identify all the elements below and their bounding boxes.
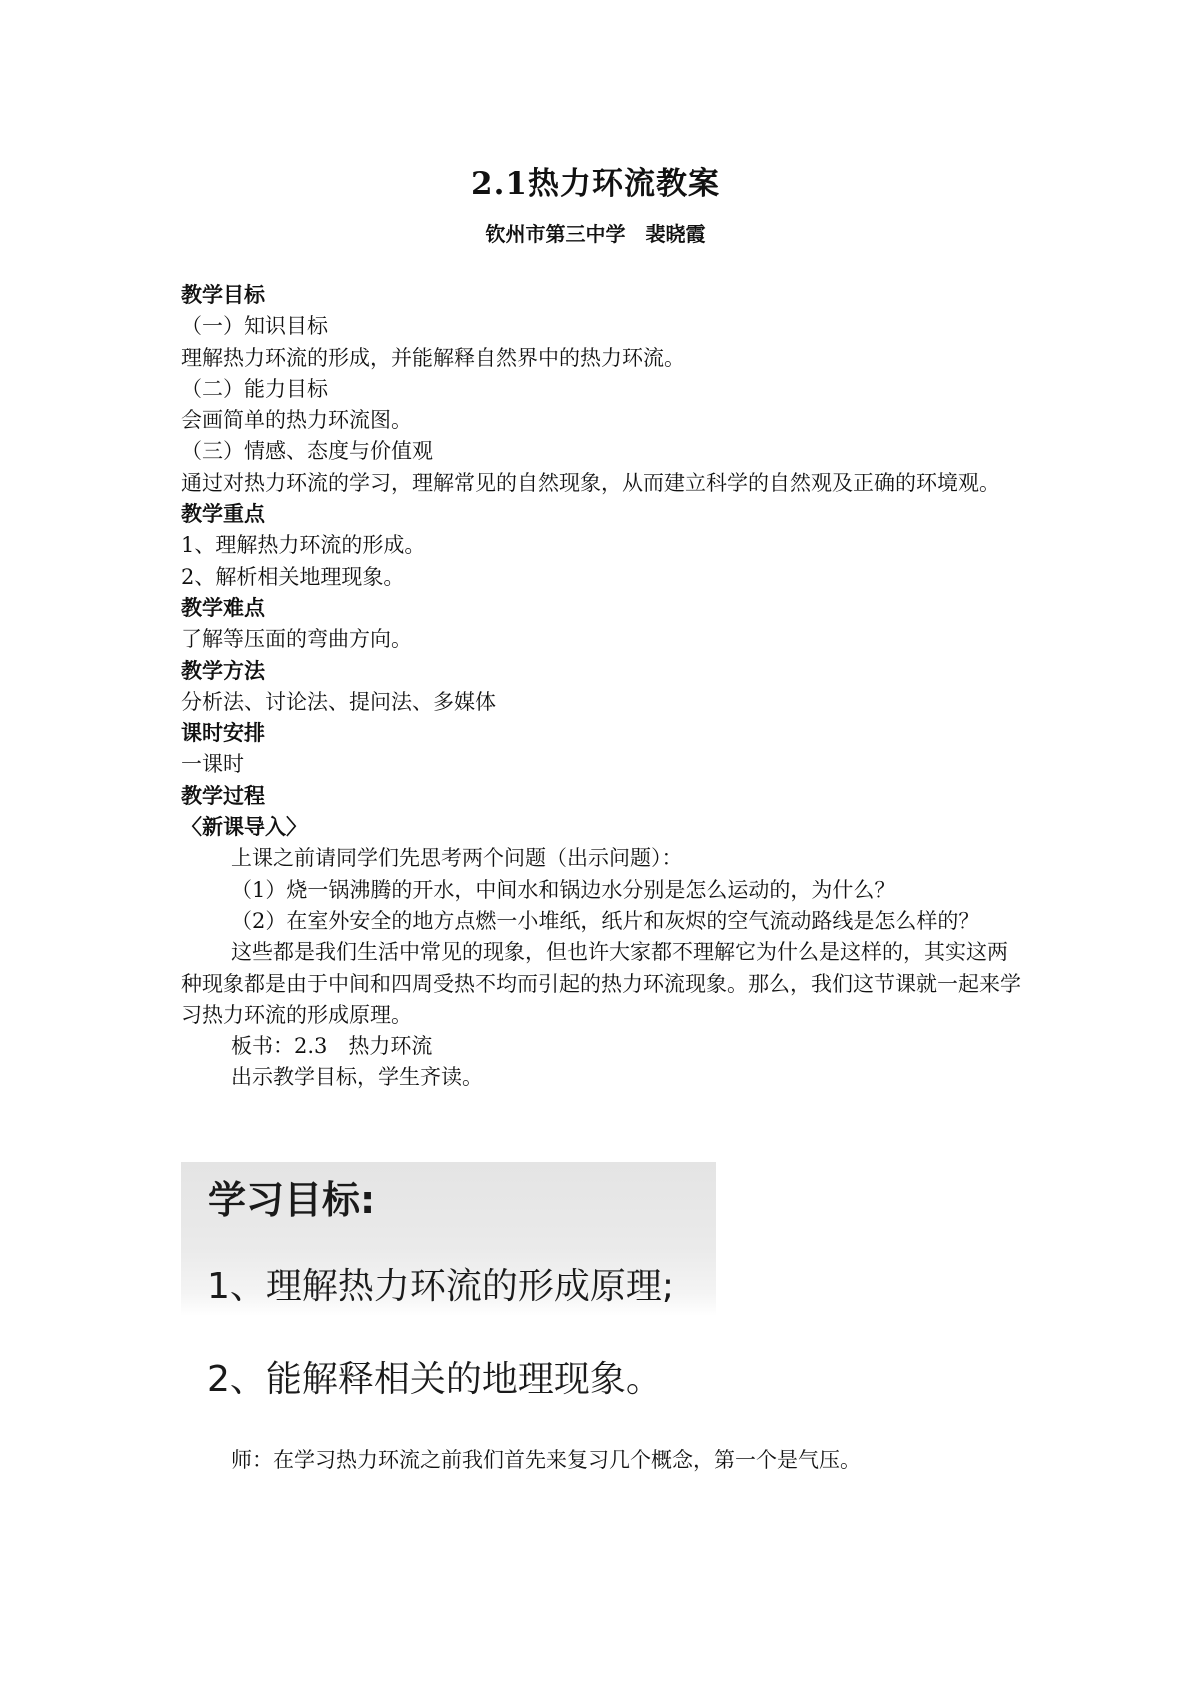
goal2-label: （二）能力目标 bbox=[181, 376, 328, 401]
difficulty-heading: 教学难点 bbox=[181, 595, 265, 620]
key-heading: 教学重点 bbox=[181, 502, 265, 527]
goal3-label: （三）情感、态度与价值观 bbox=[181, 439, 433, 464]
key-item-2: 2、解析相关地理现象。 bbox=[181, 564, 405, 589]
author-line: 钦州市第三中学 裴晓霞 bbox=[485, 222, 706, 246]
closing-text: 师：在学习热力环流之前我们首先来复习几个概念，第一个是气压。 bbox=[231, 1448, 861, 1472]
goal1-label: （一）知识目标 bbox=[181, 314, 328, 339]
schedule-text: 一课时 bbox=[181, 752, 244, 777]
goal1-text: 理解热力环流的形成，并能解释自然界中的热力环流。 bbox=[181, 345, 685, 370]
schedule-heading: 课时安排 bbox=[181, 721, 265, 746]
intro-question-2: （2）在室外安全的地方点燃一小堆纸，纸片和灰烬的空气流动路线是怎么样的？ bbox=[231, 908, 980, 933]
intro-paragraph-2: 这些都是我们生活中常见的现象，但也许大家都不理解它为什么是这样的，其实这两种现象都是由于中间和四周受热不均而引起的热力环流现象。那么，我们这节课就一起来学习热力环流的形成原理。 bbox=[181, 940, 1021, 1027]
show-goals-text: 出示教学目标，学生齐读。 bbox=[231, 1065, 483, 1090]
slide-title: 学习目标: bbox=[208, 1178, 376, 1222]
key-item-1: 1、理解热力环流的形成。 bbox=[181, 533, 426, 558]
method-text: 分析法、讨论法、提问法、多媒体 bbox=[181, 689, 496, 714]
goals-heading: 教学目标 bbox=[181, 283, 265, 307]
board-text: 板书：2.3 热力环流 bbox=[231, 1034, 433, 1059]
intro-paragraph-1: 上课之前请同学们先思考两个问题（出示问题）： bbox=[231, 846, 683, 871]
slide-goal-1: 1、理解热力环流的形成原理; bbox=[207, 1266, 675, 1307]
goal2-text: 会画简单的热力环流图。 bbox=[181, 408, 412, 433]
slide-goal-2: 2、能解释相关的地理现象。 bbox=[207, 1359, 662, 1400]
process-heading: 教学过程 bbox=[181, 783, 265, 808]
intro-heading: 〈新课导入〉 bbox=[181, 815, 307, 840]
method-heading: 教学方法 bbox=[181, 658, 265, 683]
document-title: 2.1热力环流教案 bbox=[471, 166, 720, 202]
document-body bbox=[181, 280, 1021, 1094]
goal3-text: 通过对热力环流的学习，理解常见的自然现象，从而建立科学的自然观及正确的环境观。 bbox=[181, 470, 1000, 495]
difficulty-text: 了解等压面的弯曲方向。 bbox=[181, 627, 412, 652]
intro-question-1: （1）烧一锅沸腾的开水，中间水和锅边水分别是怎么运动的，为什么？ bbox=[231, 877, 896, 902]
